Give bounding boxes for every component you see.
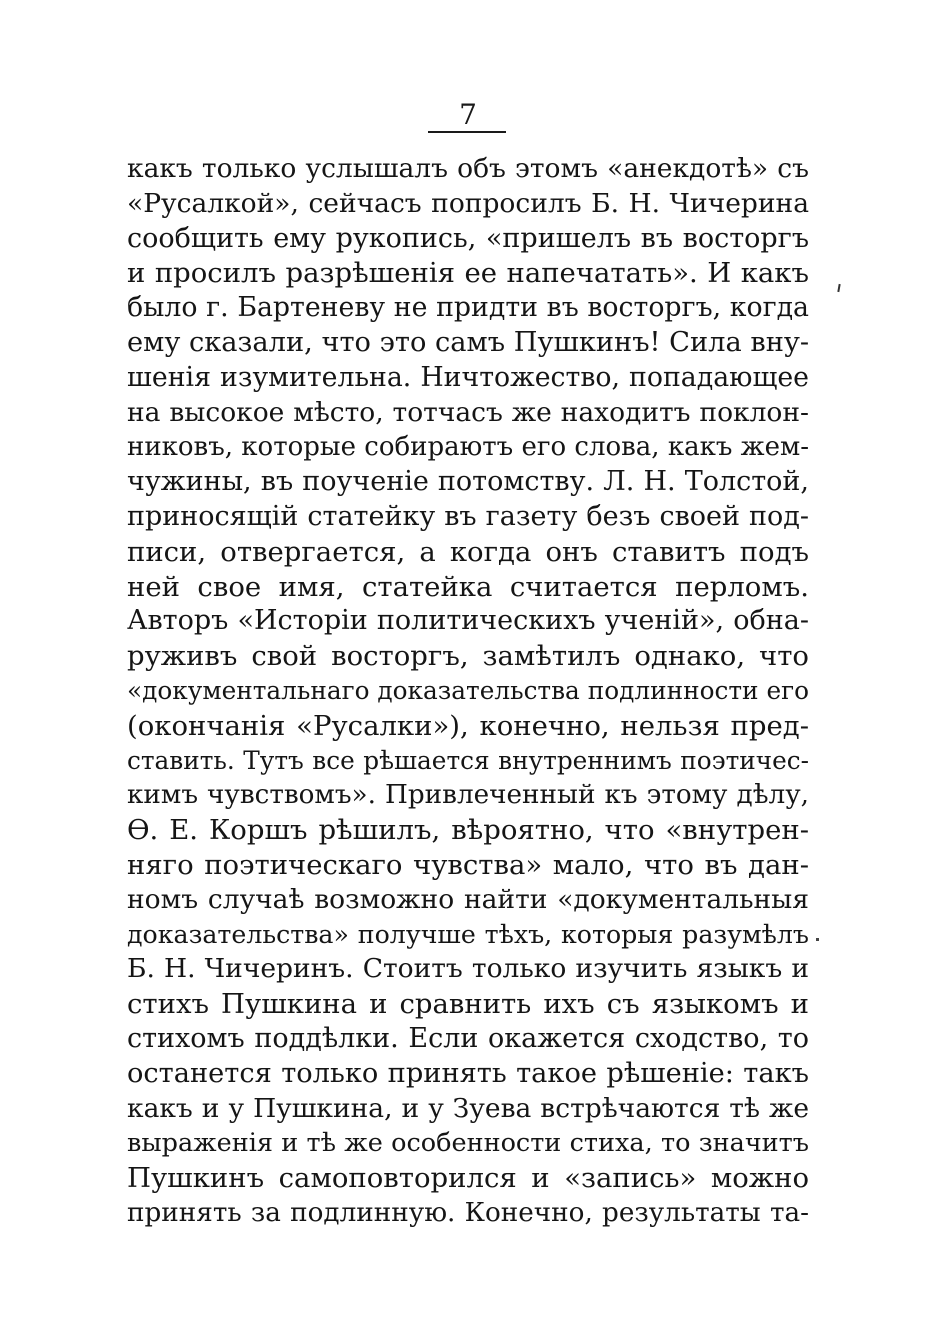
text-line: няго поэтическаго чувства» мало, что въ дан- (127, 848, 809, 881)
text-line: Ѳ. Е. Коршъ рѣшилъ, вѣроятно, что «внутрен- (127, 814, 809, 847)
margin-dot (816, 938, 819, 941)
text-line: Б. Н. Чичеринъ. Стоитъ только изучить языкъ и (127, 953, 809, 985)
text-line: на высокое мѣсто, тотчасъ же находитъ поклон- (127, 396, 809, 428)
text-line: доказательства» получше тѣхъ, которыя разумѣлъ (127, 919, 809, 949)
text-line: сообщить ему рукопись, «пришелъ въ восторгъ (127, 222, 809, 254)
text-line: какъ и у Пушкина, и у Зуева встрѣчаются тѣ же (127, 1092, 809, 1124)
text-line: останется только принять такое рѣшеніе: такъ (127, 1057, 809, 1089)
text-line: выраженія и тѣ же особенности стиха, то значитъ (127, 1128, 809, 1159)
text-line: ему сказали, что это самъ Пушкинъ! Сила вну- (127, 326, 810, 358)
text-line: и просилъ разрѣшенія ее напечатать». И какъ (127, 257, 809, 290)
text-line: чужины, въ поученіе потомству. Л. Н. Толстой, (127, 466, 809, 498)
text-line: ней свое имя, статейка считается перломъ. (127, 570, 809, 603)
body-text (127, 152, 809, 1231)
text-line: руживъ свой восторгъ, замѣтилъ однако, что (127, 640, 809, 673)
text-line: Авторъ «Исторіи политическихъ ученій», обна- (127, 605, 809, 637)
text-line: стихъ Пушкина и сравнить ихъ съ языкомъ и (127, 988, 809, 1021)
text-line: было г. Бартеневу не придти въ восторгъ, когда (127, 292, 809, 324)
text-line: (окончанія «Русалки»), конечно, нельзя пред- (127, 709, 809, 742)
text-line: писи, отвергается, а когда онъ ставитъ подъ (127, 535, 809, 568)
text-line: ставить. Тутъ все рѣшается внутреннимъ поэтичес- (127, 745, 809, 775)
text-line: «документальнаго доказательства подлинности его (127, 675, 809, 705)
text-line: «Русалкой», сейчасъ попросилъ Б. Н. Чичерина (127, 187, 809, 219)
text-line: стихомъ поддѣлки. Если окажется сходство, то (127, 1022, 809, 1054)
text-line: приносящій статейку въ газету безъ своей под- (127, 500, 809, 532)
text-line: номъ случаѣ возможно найти «документальныя (127, 883, 809, 915)
text-line: никовъ, которые собираютъ его слова, какъ жем- (127, 432, 809, 463)
text-line: кимъ чувствомъ». Привлеченный къ этому дѣлу, (127, 780, 809, 811)
text-line: какъ только услышалъ объ этомъ «анекдотѣ» съ (127, 153, 809, 184)
text-line: Пушкинъ самоповторился и «запись» можно (127, 1162, 809, 1195)
page-number-rule (428, 131, 506, 133)
text-line: шенія изумительна. Ничтожество, попадающее (127, 361, 809, 393)
margin-mark (837, 284, 840, 292)
page-number: 7 (459, 98, 477, 131)
text-line: принять за подлинную. Конечно, результаты та- (127, 1197, 809, 1228)
